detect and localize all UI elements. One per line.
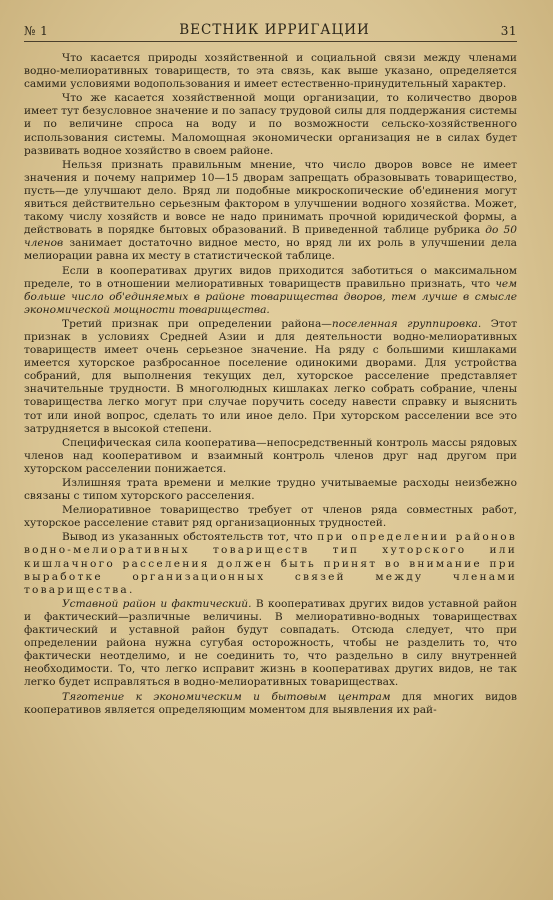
italic-text: чем больше число об'единяемых в районе товарищества дворов, тем лучше в смысле экономической мощности товарищества.: [24, 277, 517, 316]
paragraph-text: Излишняя трата времени и мелкие трудно учитываемые расходы неизбежно связаны с типом хуторского расселения.: [24, 477, 517, 503]
paragraph-text: для многих видов кооперативов является определяющим моментом для выявления их рай-: [24, 690, 517, 716]
paragraph-text: занимает достаточно видное место, но вряд ли их роль в улучшении дела мелиорации равна их месту в статистической таблице.: [24, 237, 517, 263]
paragraph-text: Третий признак при определении района—: [62, 317, 332, 330]
italic-text: Тяготение к экономическим и бытовым центрам: [62, 690, 391, 703]
paragraph: [24, 92, 517, 157]
paragraph-text: Что же касается хозяйственной мощи организации, то количество дворов имеет тут безусловное значение и по запасу трудовой силы для поддержания системы и по величине спроса на воду и по возможности сельско-хозяйственного использования системы. Маломощная экономически организация не в силах будет развивать водное хозяйство в своем районе.: [24, 92, 517, 157]
page-number: 31: [500, 24, 517, 38]
italic-text: Уставной район и фактический.: [62, 597, 252, 610]
paragraph: [24, 598, 517, 690]
paragraph: [24, 159, 517, 264]
paragraph: [24, 318, 517, 436]
paragraph: [24, 265, 517, 317]
paragraph: [24, 531, 517, 596]
paragraph: [24, 691, 517, 717]
running-header: [24, 22, 517, 42]
paragraph-text: Этот признак в условиях Средней Азии и для деятельности водно-мелиоративных товариществ имеет очень серьезное значение. На ряду с большими кишлаками имеется хуторское разбросанное поселение одинокими дворами. Для устройства собраний, для выполнения текущих дел, хуторское расселение представляет значительные трудности. В многолюдных кишлаках легко собрать собрание, члены товарищества легко могут при случае поручить соседу навести справку и выяснить тот или иной вопрос, сделать то или иное дело. При хуторском расселении все это затрудняется в высокой степени.: [24, 317, 518, 435]
paragraph: [24, 477, 517, 503]
paragraph-text: Нельзя признать правильным мнение, что число дворов вовсе не имеет значения и почему например 10—15 дворам запрещать образовывать товарищество, пусть—де улучшают дело. Вряд ли подобные микроскопические об'единения могут явиться действительно серьезным фактором в улучшении водного хозяйства. Может, такому числу хозяйств и вовсе не надо принимать прочной юридической формы, а действовать в порядке бытовых образований. В приведенной таблице рубрика: [24, 158, 517, 237]
italic-text: до 50 членов: [24, 224, 517, 250]
article-body: [24, 52, 517, 717]
paragraph-text: В кооперативах других видов уставной район и фактический—различные величины. В мелиоративно-водных товариществах фактический и уставной район будут совпадать. Отсюда следует, что при определении района нужна сугубая осторожность, чтобы не разделить то, что фактически неотделимо, и не соединить то, что раздельно в силу внутренней необходимости. То, что легко исправит жизнь в кооперативах других видов, не так легко будет исправляться в водно-мелиоративных товариществах.: [24, 597, 518, 689]
italic-text: поселенная группировка.: [331, 317, 482, 330]
paragraph-text: Вывод из указанных обстоятельств тот, что: [62, 531, 318, 544]
paragraph-text: при определении районов водно-мелиоративных товариществ тип хуторского или кишлачного расселения должен быть принят во внимание при выработке организационных связей между членами товарищества.: [24, 531, 518, 596]
paragraph: [24, 504, 517, 530]
paragraph-text: Если в кооперативах других видов приходится заботиться о максимальном пределе, то в отношении мелиоративных товариществ правильно признать, что: [24, 264, 517, 290]
paragraph-text: Что касается природы хозяйственной и социальной связи между членами водно-мелиоративных товариществ, то эта связь, как выше указано, определяется самими условиями водопользования и имеет естественно-принудительный характер.: [24, 52, 517, 91]
issue-number: № 1: [24, 24, 49, 38]
paragraph-text: Специфическая сила кооператива—непосредственный контроль массы рядовых членов над кооперативом и взаимный контроль членов друг над другом при хуторском расселении понижается.: [24, 436, 517, 475]
journal-title: ВЕСТНИК ИРРИГАЦИИ: [179, 22, 370, 38]
paragraph-text: Мелиоративное товарищество требует от членов ряда совместных работ, хуторское расселение ставит ряд организационных трудностей.: [24, 504, 517, 530]
paragraph: [24, 52, 517, 91]
paragraph: [24, 437, 517, 476]
